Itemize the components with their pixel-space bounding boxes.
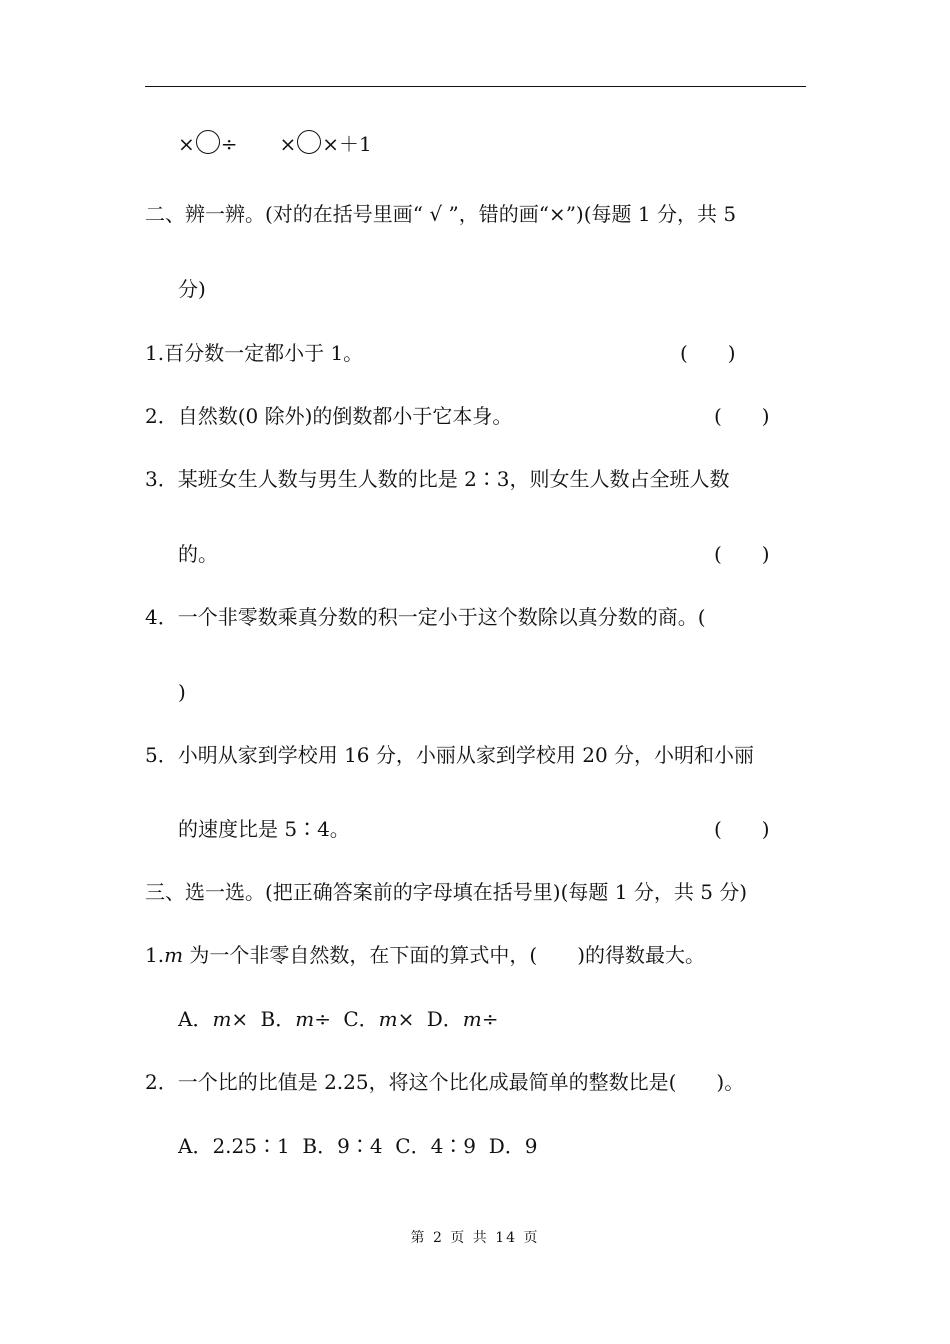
blank-circle[interactable] bbox=[297, 130, 321, 154]
compare-expression-row: × ÷ × ×＋1 bbox=[178, 132, 372, 156]
answer-paren-2[interactable]: ( ) bbox=[714, 404, 770, 428]
tf-question-5: 5．小明从家到学校用 16 分，小丽从家到学校用 20 分，小明和小丽 bbox=[145, 743, 755, 767]
option-c[interactable]: C．m× bbox=[343, 1007, 415, 1031]
section2-heading: 二、辨一辨。(对的在括号里画“ √ ”，错的画“×”)(每题 1 分，共 5 bbox=[145, 202, 737, 226]
answer-paren-3[interactable]: ( ) bbox=[714, 542, 770, 566]
answer-paren-1[interactable]: ( ) bbox=[680, 341, 736, 365]
page-footer: 第 2 页 共 14 页 bbox=[410, 1230, 540, 1246]
tf-question-1: 1.百分数一定都小于 1。 bbox=[145, 341, 364, 365]
tf-question-4: 4．一个非零数乘真分数的积一定小于这个数除以真分数的商。( bbox=[145, 605, 706, 629]
option-b[interactable]: B．m÷ bbox=[260, 1007, 331, 1031]
option-d[interactable]: D．m÷ bbox=[426, 1007, 499, 1031]
mc-question-1: 1.m 为一个非零自然数，在下面的算式中，( )的得数最大。 bbox=[145, 943, 706, 967]
answer-paren-5[interactable]: ( ) bbox=[714, 817, 770, 841]
mc-question-2-options[interactable]: A．2.25∶1 B．9∶4 C．4∶9 D．9 bbox=[178, 1134, 538, 1158]
blank-circle[interactable] bbox=[196, 130, 220, 154]
tf-question-4-cont[interactable]: ) bbox=[178, 680, 186, 704]
section2-heading-cont: 分) bbox=[178, 277, 206, 301]
mc-question-1-options bbox=[178, 1005, 505, 1033]
tf-question-2: 2．自然数(0 除外)的倒数都小于它本身。 bbox=[145, 404, 513, 428]
header-rule bbox=[145, 86, 806, 87]
section3-heading: 三、选一选。(把正确答案前的字母填在括号里)(每题 1 分，共 5 分) bbox=[145, 880, 748, 904]
mc-question-2: 2．一个比的比值是 2.25，将这个比化成最简单的整数比是( )。 bbox=[145, 1070, 745, 1094]
tf-question-5-cont: 的速度比是 5∶4。 bbox=[178, 817, 350, 841]
option-a[interactable]: A．m× bbox=[178, 1007, 249, 1031]
tf-question-3-cont: 的。 bbox=[178, 542, 218, 566]
tf-question-3: 3．某班女生人数与男生人数的比是 2∶3，则女生人数占全班人数 bbox=[145, 467, 730, 491]
